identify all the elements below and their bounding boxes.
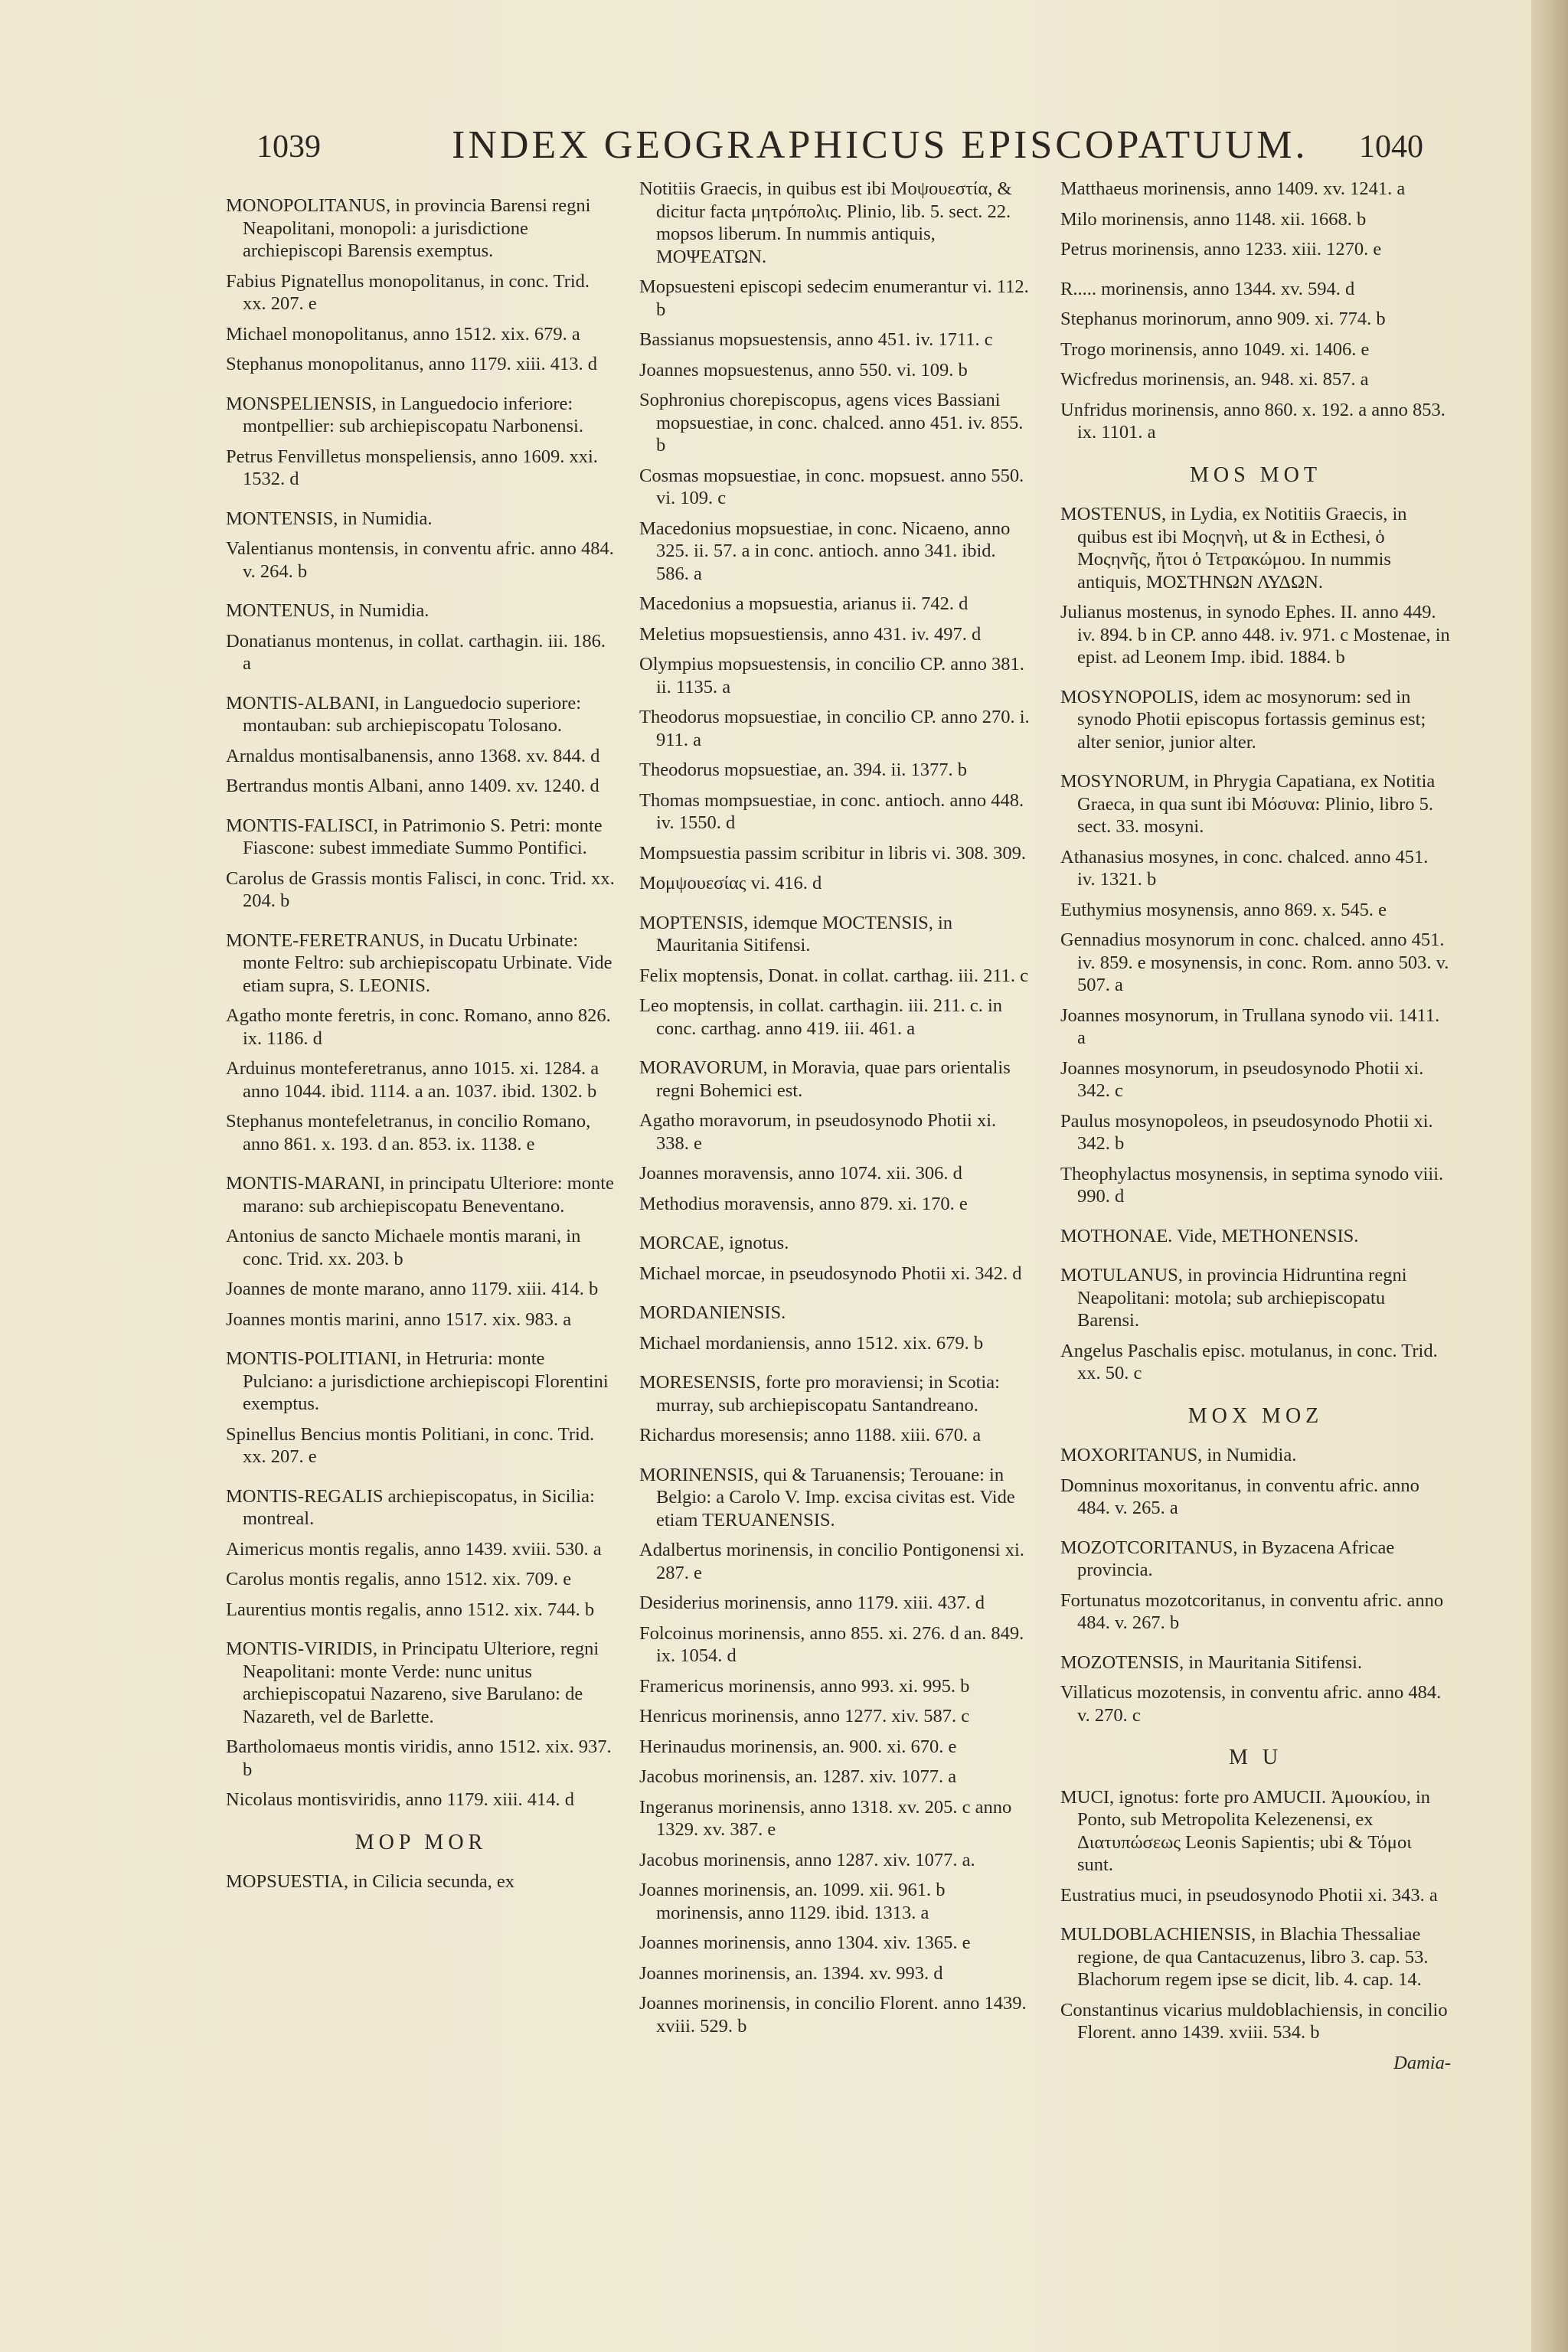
- index-entry: Stephanus montefeletranus, in concilio Romano, anno 861. x. 193. d an. 853. ix. 1138. e: [226, 1111, 591, 1155]
- index-entry: Theodorus mopsuestiae, in concilio CP. anno 270. i. 911. a: [639, 707, 1030, 750]
- index-entry: Matthaeus morinensis, anno 1409. xv. 1241. a: [1060, 178, 1406, 199]
- index-entry: Carolus de Grassis montis Falisci, in conc. Trid. xx. 204. b: [226, 867, 615, 911]
- index-entry-heading: MONTIS-FALISCI, in Patrimonio S. Petri: monte Fiascone: subest immediate Summo Pontifici.: [226, 815, 603, 858]
- index-entry: Athanasius mosynes, in conc. chalced. anno 451. iv. 1321. b: [1060, 846, 1429, 890]
- index-entry: Leo moptensis, in collat. carthagin. iii. 211. c. in conc. carthag. anno 419. iii. 461. a: [639, 995, 1003, 1039]
- section-heading: MOP MOR: [354, 1830, 488, 1854]
- index-entry: Valentianus montensis, in conventu afric. anno 484. v. 264. b: [226, 538, 614, 582]
- index-entry: Arnaldus montisalbanensis, anno 1368. xv. 844. d: [226, 745, 600, 766]
- index-entry-heading: MONOPOLITANUS, in provincia Barensi regni Neapolitani, monopoli: a jurisdictione archiepiscopi Barensis exemptus.: [226, 195, 591, 261]
- index-entry: Joannes morinensis, an. 1099. xii. 961. b morinensis, anno 1129. ibid. 1313. a: [639, 1880, 946, 1923]
- page-title: INDEX GEOGRAPHICUS EPISCOPATUUM.: [452, 123, 1308, 167]
- index-entry: Joannes mopsuestenus, anno 550. vi. 109. b: [639, 359, 968, 381]
- index-entry: Spinellus Bencius montis Politiani, in conc. Trid. xx. 207. e: [226, 1423, 595, 1467]
- catchword: Damia-: [1393, 2052, 1451, 2073]
- index-entry: Constantinus vicarius muldoblachiensis, in concilio Florent. anno 1439. xviii. 534. b: [1060, 1999, 1448, 2043]
- index-entry: Joannes morinensis, anno 1304. xiv. 1365. e: [639, 1932, 971, 1953]
- index-entry-heading: MULDOBLACHIENSIS, in Blachia Thessaliae regione, de qua Cantacuzenus, libro 3. cap. 53. Blachorum regem ipse se dicit, lib. 4. cap. 14.: [1060, 1924, 1429, 1990]
- page-number-left: 1039: [256, 129, 321, 165]
- index-entry: Henricus morinensis, anno 1277. xiv. 587. c: [639, 1706, 970, 1726]
- index-entry: Gennadius mosynorum in conc. chalced. anno 451. iv. 859. e mosynensis, in conc. Rom. anno 503. v. 507. a: [1060, 929, 1449, 995]
- index-entry-heading: MORDANIENSIS.: [639, 1302, 786, 1323]
- index-entry: Villaticus mozotensis, in conventu afric. anno 484. v. 270. c: [1060, 1682, 1442, 1726]
- index-entry: Bassianus mopsuestensis, anno 451. iv. 1711. c: [639, 329, 993, 350]
- index-entry: Fabius Pignatellus monopolitanus, in conc. Trid. xx. 207. e: [226, 270, 590, 314]
- index-entry: Michael morcae, in pseudosynodo Photii xi. 342. d: [639, 1263, 1022, 1284]
- index-entry: Folcoinus morinensis, anno 855. xi. 276. d an. 849. ix. 1054. d: [639, 1622, 1024, 1666]
- index-entry: Joannes morinensis, in concilio Florent. anno 1439. xviii. 529. b: [639, 1993, 1027, 2037]
- index-entry-heading: MOXORITANUS, in Numidia.: [1060, 1445, 1297, 1465]
- index-entry-heading: MORINENSIS, qui & Taruanensis; Terouane: in Belgio: a Carolo V. Imp. excisa civitas est. Vide etiam TERUANENSIS.: [639, 1464, 1015, 1530]
- index-entry: Macedonius a mopsuestia, arianus ii. 742. d: [639, 593, 969, 614]
- index-entry: Methodius moravensis, anno 879. xi. 170. e: [639, 1193, 968, 1214]
- index-entry: Agatho monte feretris, in conc. Romano, anno 826. ix. 1186. d: [226, 1005, 611, 1049]
- index-entry: Macedonius mopsuestiae, in conc. Nicaeno, anno 325. ii. 57. a in conc. antioch. anno 341. ibid. 586. a: [639, 518, 1011, 584]
- index-entry-heading: MOPSUESTIA, in Cilicia secunda, ex: [226, 1871, 514, 1892]
- index-entry: Carolus montis regalis, anno 1512. xix. 709. e: [226, 1569, 572, 1589]
- index-entry: Joannes de monte marano, anno 1179. xiii. 414. b: [226, 1279, 599, 1299]
- page-number-right: 1040: [1359, 129, 1423, 165]
- index-entry: Euthymius mosynensis, anno 869. x. 545. e: [1060, 899, 1387, 920]
- index-entry: Joannes mosynorum, in pseudosynodo Photii xi. 342. c: [1060, 1057, 1424, 1101]
- index-entry-heading: MONTENUS, in Numidia.: [226, 600, 430, 621]
- index-entry: Framericus morinensis, anno 993. xi. 995. b: [639, 1675, 970, 1697]
- index-entry: Paulus mosynopoleos, in pseudosynodo Photii xi. 342. b: [1060, 1110, 1433, 1154]
- index-entry-heading: MORESENSIS, forte pro moraviensi; in Scotia: murray, sub archiepiscopatu Santandreano.: [639, 1372, 1000, 1416]
- index-entry: Domninus moxoritanus, in conventu afric. anno 484. v. 265. a: [1060, 1475, 1419, 1518]
- index-entry: Ingeranus morinensis, anno 1318. xv. 205. c anno 1329. xv. 387. e: [639, 1796, 1012, 1840]
- index-entry-heading: MOSTENUS, in Lydia, ex Notitiis Graecis, in quibus est ibi Μοςηνὴ, ut & in Ecthesi, ὁ Μοςηνῆς, ἤτοι ὁ Τετρακώμου. In nummis antiquis, ΜΟΣΤΗΝΩΝ ΛΥΔΩΝ.: [1060, 504, 1407, 593]
- index-entry: Cosmas mopsuestiae, in conc. mopsuest. anno 550. vi. 109. c: [639, 465, 1024, 508]
- index-entry: Milo morinensis, anno 1148. xii. 1668. b: [1060, 208, 1367, 230]
- index-entry: Mopsuesteni episcopi sedecim enumerantur vi. 112. b: [639, 276, 1029, 320]
- section-heading: M U: [1228, 1746, 1283, 1769]
- index-entry: Notitiis Graecis, in quibus est ibi Μοψουεστία, & dicitur facta μητρόπολις. Plinio, lib. 5. sect. 22. mopsos liberum. In nummis antiquis, ΜΟΨΕΑΤΩΝ.: [639, 178, 1012, 267]
- index-entry-heading: MOTHONAE. Vide, METHONENSIS.: [1060, 1225, 1359, 1246]
- index-entry-heading: MOSYNOPOLIS, idem ac mosynorum: sed in synodo Photii episcopus fortassis geminus est; alter senior, junior alter.: [1060, 686, 1426, 753]
- index-entry: Laurentius montis regalis, anno 1512. xix. 744. b: [226, 1599, 595, 1620]
- index-entry: Julianus mostenus, in synodo Ephes. II. anno 449. iv. 894. b in CP. anno 448. iv. 971. c Mostenae, in epist. ad Leonem Imp. ibid. 1884. b: [1060, 602, 1450, 668]
- index-entry: Michael mordaniensis, anno 1512. xix. 679. b: [639, 1332, 984, 1354]
- index-entry-heading: MONTENSIS, in Numidia.: [226, 508, 433, 529]
- index-entry: Donatianus montenus, in collat. carthagin. iii. 186. a: [226, 630, 606, 674]
- index-entry: Angelus Paschalis episc. motulanus, in conc. Trid. xx. 50. c: [1060, 1340, 1438, 1383]
- index-entry-heading: MONTIS-VIRIDIS, in Principatu Ulteriore, regni Neapolitani: monte Verde: nunc unitus archiepiscopatui Nazareno, sive Barulano: de Nazareth, vel de Barlette.: [226, 1638, 599, 1727]
- index-entry-heading: MOTULANUS, in provincia Hidruntina regni Neapolitani: motola; sub archiepiscopatu Barensi.: [1060, 1265, 1407, 1331]
- index-entry: Stephanus monopolitanus, anno 1179. xiii. 413. d: [226, 354, 597, 374]
- index-entry-heading: MOZOTCORITANUS, in Byzacena Africae provincia.: [1060, 1537, 1395, 1580]
- index-entry: Desiderius morinensis, anno 1179. xiii. 437. d: [639, 1592, 985, 1613]
- index-entry-heading: R..... morinensis, anno 1344. xv. 594. d: [1060, 278, 1355, 299]
- column-left: [226, 178, 616, 1901]
- index-entry: Wicfredus morinensis, an. 948. xi. 857. a: [1060, 369, 1369, 390]
- index-entry-heading: MOZOTENSIS, in Mauritania Sitifensi.: [1060, 1651, 1363, 1673]
- index-entry: Olympius mopsuestensis, in concilio CP. anno 381. ii. 1135. a: [639, 654, 1024, 697]
- index-entry-heading: MORAVORUM, in Moravia, quae pars orientalis regni Bohemici est.: [639, 1057, 1011, 1101]
- index-entry: Thomas mompsuestiae, in conc. antioch. anno 448. iv. 1550. d: [639, 789, 1024, 833]
- index-entry: Petrus Fenvilletus monspeliensis, anno 1609. xxi. 1532. d: [226, 446, 598, 489]
- index-entry-heading: MONTIS-POLITIANI, in Hetruria: monte Pulciano: a jurisdictione archiepiscopi Florentini exemptus.: [226, 1348, 609, 1414]
- index-entry: Antonius de sancto Michaele montis marani, in conc. Trid. xx. 203. b: [226, 1226, 581, 1269]
- index-entry: Michael monopolitanus, anno 1512. xix. 679. a: [226, 323, 580, 345]
- index-entry: Trogo morinensis, anno 1049. xi. 1406. e: [1060, 338, 1370, 360]
- index-entry: Arduinus monteferetranus, anno 1015. xi. 1284. a anno 1044. ibid. 1114. a an. 1037. ibid. 1302. b: [226, 1058, 599, 1102]
- index-entry: Jacobus morinensis, anno 1287. xiv. 1077. a.: [639, 1849, 975, 1870]
- index-entry-heading: MONTIS-ALBANI, in Languedocio superiore: montauban: sub archiepiscopatu Tolosano.: [226, 692, 582, 736]
- index-entry-heading: MORCAE, ignotus.: [639, 1233, 789, 1253]
- index-entry: Mompsuestia passim scribitur in libris vi. 308. 309.: [639, 842, 1026, 864]
- index-entry: Bertrandus montis Albani, anno 1409. xv. 1240. d: [226, 776, 599, 796]
- index-entry: Joannes moravensis, anno 1074. xii. 306. d: [639, 1163, 962, 1184]
- index-entry: Bartholomaeus montis viridis, anno 1512. xix. 937. b: [226, 1736, 612, 1780]
- index-entry: Richardus moresensis; anno 1188. xiii. 670. a: [639, 1425, 982, 1446]
- index-entry: Nicolaus montisviridis, anno 1179. xiii. 414. d: [226, 1789, 575, 1810]
- index-entry: Stephanus morinorum, anno 909. xi. 774. b: [1060, 309, 1386, 329]
- index-entry: Agatho moravorum, in pseudosynodo Photii xi. 338. e: [639, 1110, 997, 1154]
- index-entry-heading: MONTIS-MARANI, in principatu Ulteriore: monte marano: sub archiepiscopatu Beneventano.: [226, 1173, 614, 1217]
- index-entry: Joannes morinensis, an. 1394. xv. 993. d: [639, 1962, 943, 1984]
- index-entry-heading: MONTE-FERETRANUS, in Ducatu Urbinate: monte Feltro: sub archiepiscopatu Urbinate. Vide etiam supra, S. LEONIS.: [226, 929, 612, 996]
- index-entry: Adalbertus morinensis, in concilio Pontigonensi xi. 287. e: [639, 1540, 1024, 1583]
- index-entry: Aimericus montis regalis, anno 1439. xviii. 530. a: [226, 1538, 602, 1560]
- index-entry: Theodorus mopsuestiae, an. 394. ii. 1377. b: [639, 760, 968, 780]
- index-entry: Theophylactus mosynensis, in septima synodo viii. 990. d: [1060, 1163, 1444, 1207]
- section-heading: MOX MOZ: [1187, 1403, 1324, 1428]
- page-gutter: [1531, 0, 1568, 2352]
- index-entry: Petrus morinensis, anno 1233. xiii. 1270. e: [1060, 239, 1382, 260]
- index-entry: Sophronius chorepiscopus, agens vices Bassiani mopsuestiae, in conc. chalced. anno 451. iv. 855. b: [639, 390, 1024, 456]
- index-entry: Joannes montis marini, anno 1517. xix. 983. a: [226, 1308, 572, 1330]
- index-entry-heading: MONTIS-REGALIS archiepiscopatus, in Sicilia: montreal.: [226, 1485, 595, 1529]
- index-entry-heading: MOPTENSIS, idemque MOCTENSIS, in Mauritania Sitifensi.: [639, 912, 953, 956]
- index-entry: Meletius mopsuestiensis, anno 431. iv. 497. d: [639, 623, 982, 645]
- index-entry: Eustratius muci, in pseudosynodo Photii xi. 343. a: [1060, 1884, 1438, 1906]
- section-heading: MOS MOT: [1190, 462, 1321, 487]
- index-entry: Joannes mosynorum, in Trullana synodo vii. 1411. a: [1060, 1004, 1440, 1048]
- index-entry: Fortunatus mozotcoritanus, in conventu afric. anno 484. v. 267. b: [1060, 1589, 1444, 1633]
- index-entry-heading: MONSPELIENSIS, in Languedocio inferiore: montpellier: sub archiepiscopatu Narbonensi.: [226, 393, 583, 436]
- index-entry: Μομψουεσίας vi. 416. d: [639, 873, 822, 893]
- index-entry: Jacobus morinensis, an. 1287. xiv. 1077. a: [639, 1766, 957, 1787]
- index-entry: Herinaudus morinensis, an. 900. xi. 670. e: [639, 1736, 957, 1757]
- column-right: [1060, 178, 1451, 2074]
- index-entry: Felix moptensis, Donat. in collat. carthag. iii. 211. c: [639, 965, 1029, 986]
- index-entry-heading: MUCI, ignotus: forte pro AMUCII. Ἀμουκίου, in Ponto, sub Metropolita Kelezenensi, ex Διατυπώσεως Leonis Sapientis; ubi & Τόμοι sunt.: [1060, 1786, 1431, 1875]
- column-middle: [639, 178, 1030, 2045]
- index-entry: Unfridus morinensis, anno 860. x. 192. a anno 853. ix. 1101. a: [1060, 399, 1446, 443]
- index-entry-heading: MOSYNORUM, in Phrygia Capatiana, ex Notitia Graeca, in qua sunt ibi Μόσυνα: Plinio, libro 5. sect. 33. mosyni.: [1060, 771, 1436, 837]
